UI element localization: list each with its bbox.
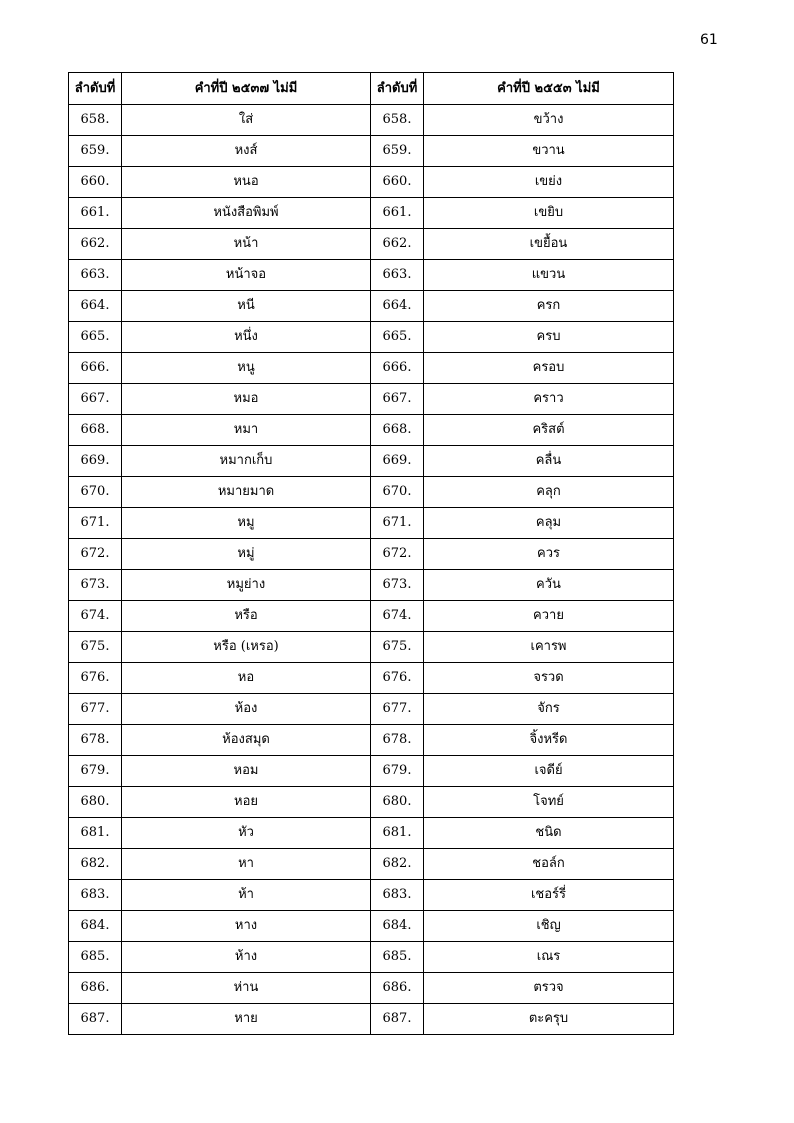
word-2553-cell: ครบ [424,322,674,353]
order-cell: 660. [371,167,424,198]
order-cell: 675. [69,632,122,663]
table-row [69,415,674,446]
word-2553-cell: ควาย [424,601,674,632]
table-row [69,601,674,632]
word-2537-cell: หนี [122,291,371,322]
word-2537-cell: หา [122,849,371,880]
order-cell: 674. [69,601,122,632]
word-2537-cell: หมายมาด [122,477,371,508]
table-row [69,632,674,663]
word-2537-cell: ใส่ [122,105,371,136]
table-row [69,818,674,849]
word-2537-cell: หนู [122,353,371,384]
order-cell: 663. [371,260,424,291]
table-row [69,260,674,291]
word-2537-cell: ห้า [122,880,371,911]
order-cell: 685. [371,942,424,973]
table-row [69,291,674,322]
order-cell: 672. [69,539,122,570]
word-2553-cell: ชอล์ก [424,849,674,880]
word-2553-cell: จรวด [424,663,674,694]
order-cell: 678. [69,725,122,756]
page-number: 61 [700,32,718,48]
order-cell: 685. [69,942,122,973]
order-cell: 683. [371,880,424,911]
order-cell: 686. [371,973,424,1004]
table-row [69,1004,674,1035]
table-row [69,322,674,353]
word-2537-cell: หาง [122,911,371,942]
word-2553-cell: ตะครุบ [424,1004,674,1035]
word-2537-cell: หมากเก็บ [122,446,371,477]
table-row [69,694,674,725]
order-cell: 659. [371,136,424,167]
order-cell: 665. [69,322,122,353]
word-2537-cell: หนึ่ง [122,322,371,353]
order-cell: 677. [69,694,122,725]
table-row [69,384,674,415]
order-cell: 672. [371,539,424,570]
order-cell: 671. [69,508,122,539]
word-2553-cell: เขยื้อน [424,229,674,260]
word-2553-cell: คลุม [424,508,674,539]
word-2537-cell: หาย [122,1004,371,1035]
table-row [69,508,674,539]
table-row [69,973,674,1004]
word-2537-cell: ห้อง [122,694,371,725]
table-row [69,787,674,818]
order-cell: 673. [69,570,122,601]
table-row [69,756,674,787]
word-2537-cell: หรือ (เหรอ) [122,632,371,663]
order-cell: 667. [69,384,122,415]
word-2553-cell: แขวน [424,260,674,291]
order-cell: 682. [69,849,122,880]
order-cell: 667. [371,384,424,415]
word-2537-cell: หมู่ [122,539,371,570]
order-cell: 684. [69,911,122,942]
order-cell: 669. [371,446,424,477]
order-cell: 669. [69,446,122,477]
word-2537-cell: หนังสือพิมพ์ [122,198,371,229]
order-cell: 660. [69,167,122,198]
header-words-2553: คำที่ปี ๒๕๕๓ ไม่มี [424,73,674,105]
order-cell: 658. [371,105,424,136]
word-2537-cell: หมูย่าง [122,570,371,601]
word-2537-cell: หงส์ [122,136,371,167]
order-cell: 666. [371,353,424,384]
table-row [69,942,674,973]
table-row [69,477,674,508]
order-cell: 665. [371,322,424,353]
table-header-row [69,73,674,105]
word-2537-cell: ห่าน [122,973,371,1004]
table-row [69,446,674,477]
table-row [69,663,674,694]
order-cell: 679. [371,756,424,787]
word-2537-cell: หอ [122,663,371,694]
table-row [69,725,674,756]
table-row [69,167,674,198]
order-cell: 687. [371,1004,424,1035]
order-cell: 676. [371,663,424,694]
order-cell: 683. [69,880,122,911]
order-cell: 674. [371,601,424,632]
order-cell: 659. [69,136,122,167]
word-2553-cell: เณร [424,942,674,973]
order-cell: 673. [371,570,424,601]
header-order-2: ลำดับที่ [371,73,424,105]
word-2553-cell: เชอร์รี่ [424,880,674,911]
order-cell: 680. [371,787,424,818]
order-cell: 680. [69,787,122,818]
order-cell: 663. [69,260,122,291]
word-2537-cell: หรือ [122,601,371,632]
word-2553-cell: ชนิด [424,818,674,849]
table-row [69,849,674,880]
order-cell: 658. [69,105,122,136]
header-words-2537: คำที่ปี ๒๕๓๗ ไม่มี [122,73,371,105]
table-row [69,136,674,167]
order-cell: 661. [69,198,122,229]
order-cell: 662. [371,229,424,260]
word-2553-cell: คลื่น [424,446,674,477]
order-cell: 676. [69,663,122,694]
word-2537-cell: หัว [122,818,371,849]
order-cell: 664. [371,291,424,322]
table-row [69,539,674,570]
order-cell: 671. [371,508,424,539]
word-2553-cell: ตรวจ [424,973,674,1004]
word-2537-cell: หน้า [122,229,371,260]
word-2553-cell: ควร [424,539,674,570]
word-2537-cell: หอม [122,756,371,787]
order-cell: 686. [69,973,122,1004]
table-row [69,229,674,260]
table-row [69,570,674,601]
word-2553-cell: จักร [424,694,674,725]
order-cell: 675. [371,632,424,663]
word-2553-cell: ครก [424,291,674,322]
word-2553-cell: ขว้าง [424,105,674,136]
word-2553-cell: เคารพ [424,632,674,663]
table-row [69,880,674,911]
word-2553-cell: จิ้งหรีด [424,725,674,756]
word-2537-cell: ห้าง [122,942,371,973]
order-cell: 679. [69,756,122,787]
order-cell: 666. [69,353,122,384]
order-cell: 678. [371,725,424,756]
word-2537-cell: หอย [122,787,371,818]
word-2553-cell: ขวาน [424,136,674,167]
word-2553-cell: เชิญ [424,911,674,942]
word-2537-cell: หมา [122,415,371,446]
word-2537-cell: ห้องสมุด [122,725,371,756]
table-row [69,353,674,384]
order-cell: 670. [371,477,424,508]
order-cell: 687. [69,1004,122,1035]
word-table [68,72,674,1035]
order-cell: 681. [69,818,122,849]
order-cell: 662. [69,229,122,260]
word-2553-cell: ครอบ [424,353,674,384]
word-2553-cell: ควัน [424,570,674,601]
word-2553-cell: โจทย์ [424,787,674,818]
word-2537-cell: หมอ [122,384,371,415]
header-order-1: ลำดับที่ [69,73,122,105]
word-2537-cell: หน้าจอ [122,260,371,291]
word-2537-cell: หนอ [122,167,371,198]
table-row [69,105,674,136]
word-2553-cell: เขยิบ [424,198,674,229]
order-cell: 684. [371,911,424,942]
order-cell: 681. [371,818,424,849]
table-row [69,198,674,229]
order-cell: 668. [69,415,122,446]
word-2537-cell: หมู [122,508,371,539]
word-2553-cell: เจดีย์ [424,756,674,787]
order-cell: 661. [371,198,424,229]
word-2553-cell: เขย่ง [424,167,674,198]
word-2553-cell: คลุก [424,477,674,508]
word-2553-cell: คริสต์ [424,415,674,446]
order-cell: 670. [69,477,122,508]
order-cell: 677. [371,694,424,725]
order-cell: 664. [69,291,122,322]
word-2553-cell: คราว [424,384,674,415]
order-cell: 682. [371,849,424,880]
order-cell: 668. [371,415,424,446]
table-row [69,911,674,942]
